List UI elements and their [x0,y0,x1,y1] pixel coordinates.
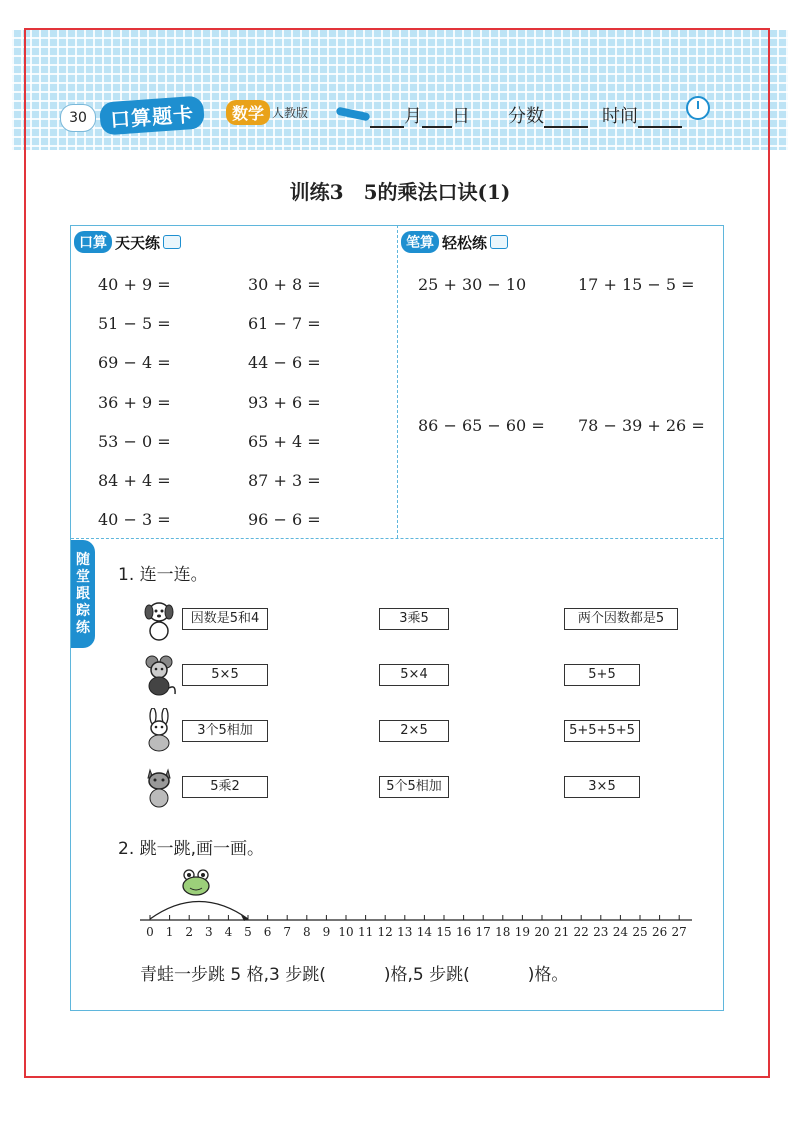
written-label-text: 轻松练 [442,233,488,252]
match-right-box[interactable]: 3×5 [564,776,640,798]
score-label: 分数 [508,106,544,127]
written-problem: 86 − 65 − 60 = [418,416,545,435]
number-line-label: 22 [573,925,589,939]
number-line-label: 19 [514,925,531,939]
match-left-box[interactable]: 5乘2 [182,776,268,798]
number-line-label: 24 [612,925,629,939]
class-practice-label [71,540,95,648]
oral-label-text: 天天练 [115,233,161,252]
written-problem: 78 − 39 + 26 = [578,416,705,435]
dog-icon [140,598,178,642]
time-blank[interactable] [638,108,682,128]
number-line-label: 20 [534,925,550,939]
date-field [370,102,470,128]
oral-equation: 53 − 0 = [98,432,171,451]
time-label: 时间 [602,106,638,127]
book-icon [163,235,181,249]
number-line-label: 17 [475,925,491,939]
match-right-box[interactable]: 5+5 [564,664,640,686]
oral-equation: 51 − 5 = [98,314,171,333]
match-middle-box[interactable]: 5个5相加 [379,776,449,798]
number-line-label: 25 [632,925,648,939]
oral-equation: 65 + 4 = [248,432,321,451]
number-line-label: 8 [302,925,311,939]
written-section-label [401,230,508,254]
cat-icon [140,764,178,808]
logo: 口算题卡 [99,95,205,135]
match-left-box[interactable]: 因数是5和4 [182,608,268,630]
match-middle-box[interactable]: 2×5 [379,720,449,742]
number-line-label: 27 [671,925,687,939]
page-number: 30 [60,104,96,132]
oral-equation: 44 − 6 = [248,353,321,372]
oral-equation: 36 + 9 = [98,393,171,412]
number-line-label: 11 [357,925,374,939]
match-right-box[interactable]: 5+5+5+5 [564,720,640,742]
number-line-label: 10 [338,925,354,939]
rabbit-icon [140,708,178,752]
number-line-label: 5 [244,925,252,939]
oral-equation: 84 + 4 = [98,471,171,490]
oral-equation: 40 − 3 = [98,510,171,529]
number-line-label: 6 [263,925,272,939]
oral-equation: 87 + 3 = [248,471,321,490]
oral-equation: 61 − 7 = [248,314,321,333]
score-field [508,102,588,128]
subject-badge: 数学 [226,100,270,125]
answer-part1: 青蛙一步跳 5 格,3 步跳( [140,965,326,985]
number-line-label: 15 [436,925,452,939]
oral-equation: 93 + 6 = [248,393,321,412]
mouse-icon [140,654,178,698]
score-blank[interactable] [544,108,588,128]
number-line-label: 7 [283,925,291,939]
question-1: 1. 连一连。 [118,565,208,585]
horizontal-divider [71,538,723,539]
clock-icon [686,96,710,120]
match-middle-box[interactable]: 5×4 [379,664,449,686]
number-line-label: 9 [322,925,331,939]
written-tag: 笔算 [401,231,439,253]
book-icon [490,235,508,249]
oral-tag: 口算 [74,231,112,253]
oral-equation: 40 + 9 = [98,275,171,294]
number-line-label: 26 [651,925,668,939]
oral-section-label [74,230,181,254]
answer-part2: )格,5 步跳( [383,965,470,985]
number-line-label: 16 [455,925,472,939]
number-line-label: 3 [204,925,213,939]
question-2: 2. 跳一跳,画一画。 [118,839,265,859]
page-title: 训练3 5的乘法口诀(1) [289,180,511,204]
number-line-label: 21 [553,925,570,939]
oral-equation: 96 − 6 = [248,510,321,529]
number-line-label: 4 [224,925,233,939]
month-label: 月 [404,106,422,127]
frog-question [140,960,568,985]
number-line-label: 23 [593,925,609,939]
match-right-box[interactable]: 两个因数都是5 [564,608,678,630]
number-line-label: 18 [495,925,511,939]
number-line-label: 1 [165,925,174,939]
oral-equation: 30 + 8 = [248,275,321,294]
jump-arc [150,902,248,920]
side-char: 堂 [76,568,90,585]
side-char: 随 [76,551,90,568]
match-left-box[interactable]: 3个5相加 [182,720,268,742]
match-middle-box[interactable]: 3乘5 [379,608,449,630]
number-line-label: 14 [416,925,433,939]
written-problem: 25 + 30 − 10 [418,275,527,294]
written-problem: 17 + 15 − 5 = [578,275,695,294]
day-blank[interactable] [422,108,452,128]
day-label: 日 [452,106,470,127]
number-line-label: 0 [146,925,154,939]
time-field [602,102,682,128]
month-blank[interactable] [370,108,404,128]
match-left-box[interactable]: 5×5 [182,664,268,686]
number-line [140,890,700,930]
edition-label: 人教版 [272,106,309,120]
side-char: 练 [76,619,90,636]
oral-equation: 69 − 4 = [98,353,171,372]
side-char: 踪 [76,602,90,619]
answer-part3: )格。 [527,965,569,985]
number-line-label: 12 [377,925,393,939]
number-line-label: 13 [397,925,413,939]
vertical-divider [397,225,398,538]
side-char: 跟 [76,585,90,602]
number-line-label: 2 [185,925,193,939]
